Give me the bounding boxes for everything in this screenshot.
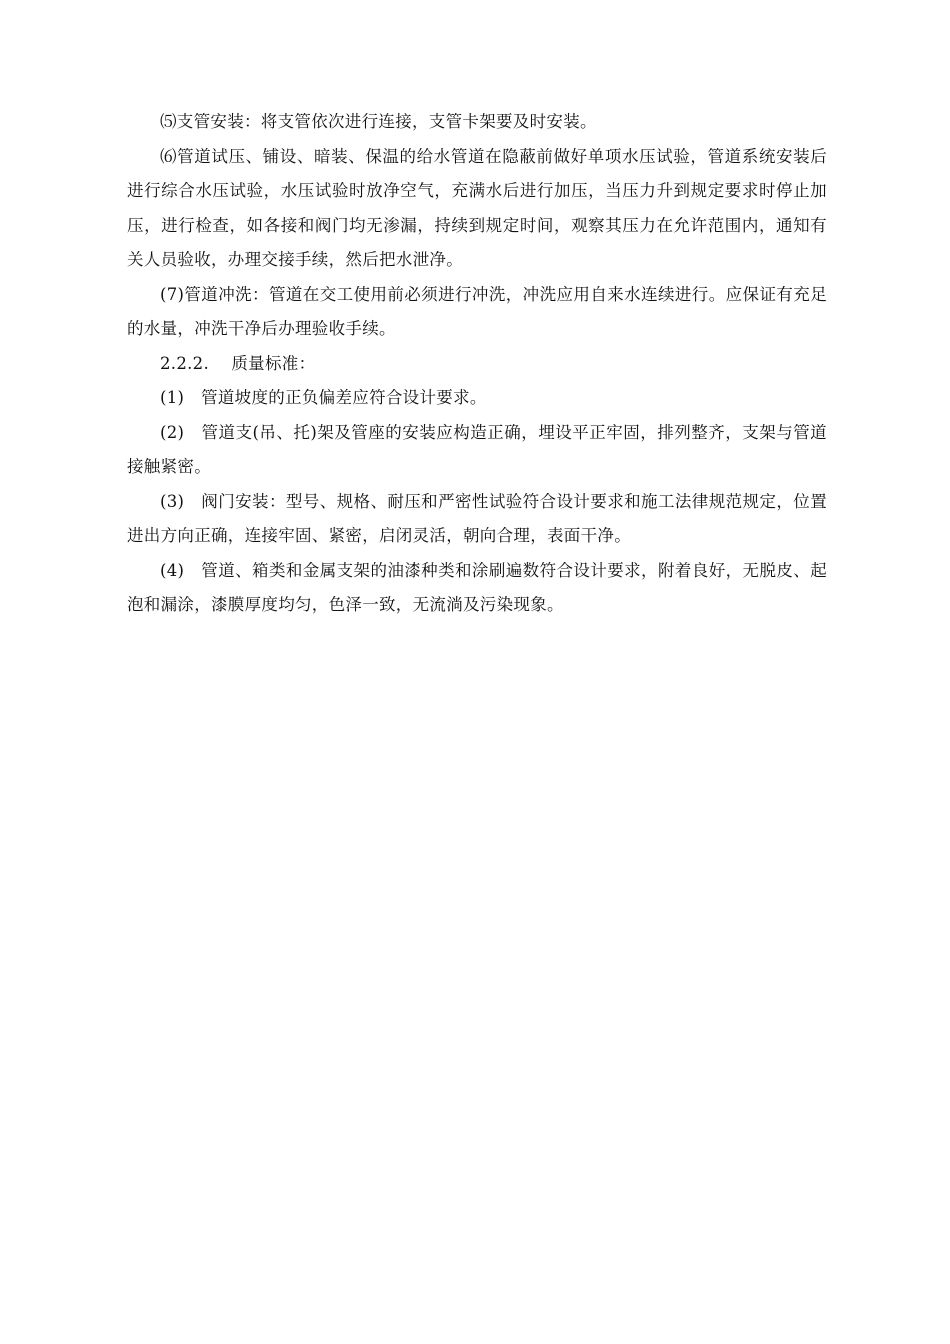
list-item-slope-deviation: (1) 管道坡度的正负偏差应符合设计要求。 xyxy=(160,388,487,407)
list-item-paint-coating: (4) 管道、箱类和金属支架的油漆种类和涂刷遍数符合设计要求，附着良好，无脱皮、起泡和漏涂，漆膜厚度均匀，色泽一致，无流淌及污染现象。 xyxy=(127,560,827,614)
paragraph-pressure-test: ⑹管道试压、铺设、暗装、保温的给水管道在隐蔽前做好单项水压试验，管道系统安装后进行综合水压试验，水压试验时放净空气，充满水后进行加压，当压力升到规定要求时停止加压，进行检查，如各接和阀门均无渗漏，持续到规定时间，观察其压力在允许范围内，通知有关人员验收，办理交接手续，然后把水泄净。 xyxy=(127,146,827,269)
document-body xyxy=(127,105,827,623)
paragraph-branch-pipe-installation: ⑸支管安装：将支管依次进行连接，支管卡架要及时安装。 xyxy=(160,112,597,131)
paragraph-pipe-flushing: (7)管道冲洗：管道在交工使用前必须进行冲洗，冲洗应用自来水连续进行。应保证有充足的水量，冲洗干净后办理验收手续。 xyxy=(127,284,827,338)
section-heading-quality-standard: 2.2.2. 质量标准： xyxy=(160,353,316,373)
list-item-valve-installation: (3) 阀门安装：型号、规格、耐压和严密性试验符合设计要求和施工法律规范规定，位置进出方向正确，连接牢固、紧密，启闭灵活，朝向合理，表面干净。 xyxy=(127,491,827,545)
list-item-pipe-supports: (2) 管道支(吊、托)架及管座的安装应构造正确，埋设平正牢固，排列整齐，支架与管道接触紧密。 xyxy=(127,422,827,476)
